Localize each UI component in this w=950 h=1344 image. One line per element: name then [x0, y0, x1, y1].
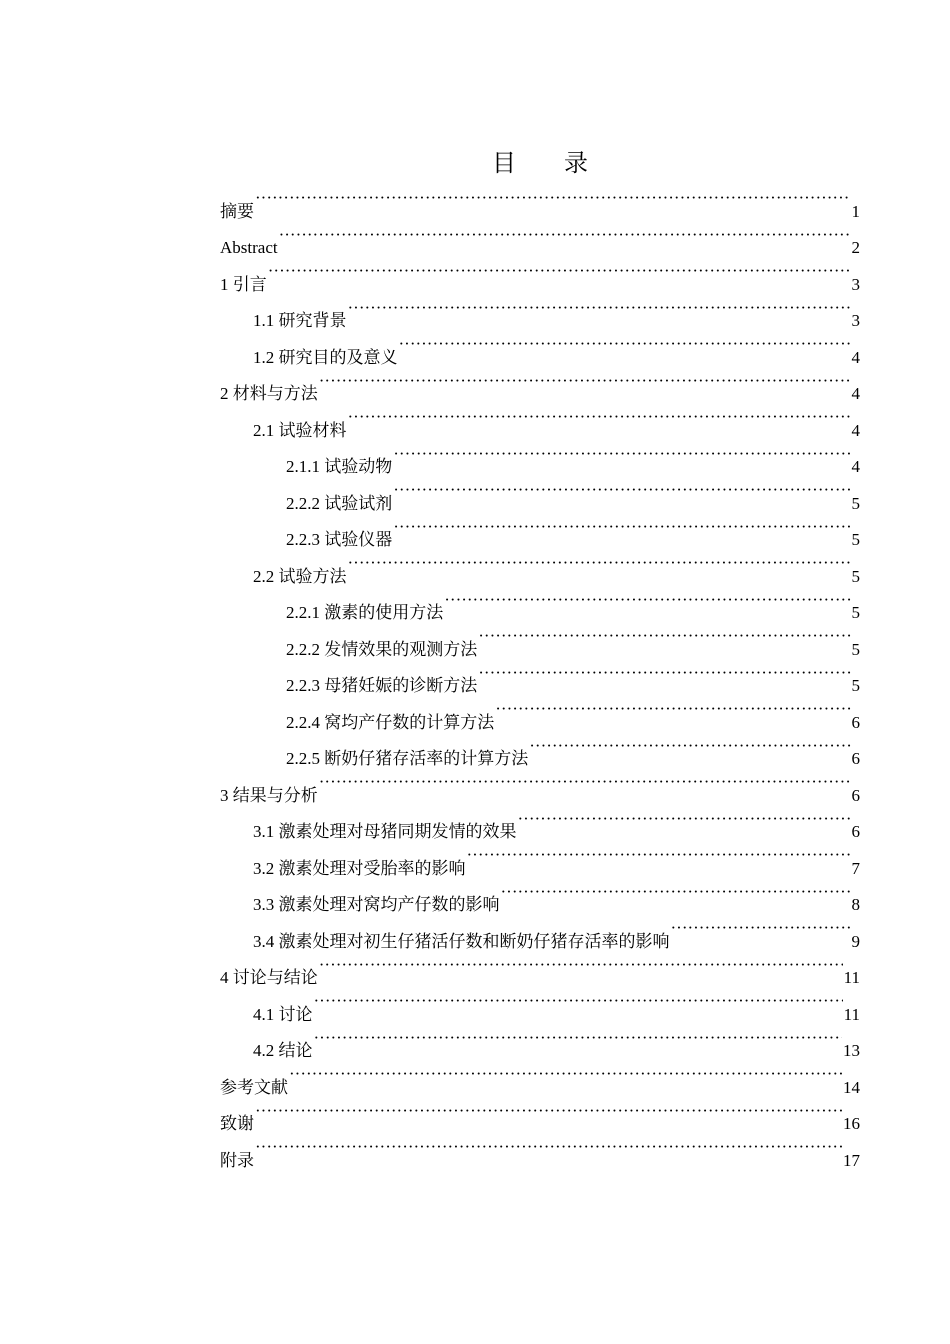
table-of-contents [220, 180, 860, 1170]
toc-entry-page-number: 11 [843, 968, 860, 987]
toc-dot-leader [348, 290, 851, 327]
toc-dot-leader [319, 363, 851, 400]
toc-entry-label: 2.2.2 发情效果的观测方法 [286, 639, 478, 659]
toc-dot-leader [319, 764, 851, 801]
toc-entry-label: Abstract [220, 238, 278, 257]
toc-entry-page-number: 11 [843, 1004, 860, 1024]
toc-entry-page-number: 9 [851, 931, 860, 951]
toc-entry-page-number: 5 [851, 493, 860, 513]
toc-entry-label: 参考文献 [220, 1077, 288, 1097]
toc-entry-label: 3.2 激素处理对受胎率的影响 [253, 858, 466, 878]
toc-entry-page-number: 4 [851, 420, 860, 440]
toc-dot-leader [348, 399, 851, 436]
toc-dot-leader [393, 436, 850, 473]
toc-entry-page-number: 5 [851, 603, 860, 622]
toc-entry-label: 2.2.3 母猪妊娠的诊断方法 [286, 676, 478, 695]
toc-entry-label: 1.2 研究目的及意义 [253, 347, 398, 367]
toc-entry-page-number: 13 [843, 1041, 860, 1060]
toc-entry[interactable] [220, 1129, 860, 1170]
toc-entry-page-number: 16 [843, 1114, 860, 1133]
toc-entry-label: 4 讨论与结论 [220, 968, 318, 987]
toc-entry[interactable] [220, 1093, 860, 1133]
toc-dot-leader [529, 728, 850, 765]
toc-dot-leader [399, 326, 851, 363]
toc-entry-label: 2.2.4 窝均产仔数的计算方法 [286, 712, 495, 732]
toc-entry-label: 致谢 [220, 1114, 254, 1133]
toc-entry-page-number: 4 [851, 347, 860, 367]
toc-entry[interactable] [220, 253, 860, 294]
toc-entry-page-number: 3 [851, 311, 860, 330]
toc-entry-page-number: 2 [851, 238, 860, 257]
toc-dot-leader [348, 545, 851, 582]
toc-entry-page-number: 6 [851, 822, 860, 841]
toc-entry-label: 4.1 讨论 [253, 1004, 313, 1024]
toc-dot-leader [501, 874, 851, 911]
toc-entry-label: 3 结果与分析 [220, 785, 318, 805]
toc-entry-page-number: 4 [851, 384, 860, 403]
toc-entry[interactable] [220, 290, 860, 330]
toc-dot-leader [393, 472, 850, 509]
toc-dot-leader [314, 983, 843, 1020]
toc-entry-label: 2.2.1 激素的使用方法 [286, 603, 444, 622]
toc-dot-leader [255, 180, 851, 217]
toc-entry[interactable] [220, 1056, 860, 1097]
toc-entry-label: 2.2.3 试验仪器 [286, 530, 393, 549]
toc-entry-page-number: 5 [851, 676, 860, 695]
toc-entry-page-number: 8 [851, 895, 860, 914]
toc-entry-page-number: 5 [851, 566, 860, 586]
toc-dot-leader [518, 801, 851, 838]
toc-entry[interactable] [220, 983, 860, 1024]
toc-entry-label: 2.1 试验材料 [253, 420, 347, 440]
toc-entry-page-number: 4 [851, 457, 860, 476]
toc-entry-label: 2.2 试验方法 [253, 566, 347, 586]
toc-dot-leader [495, 691, 850, 728]
toc-entry-page-number: 5 [851, 639, 860, 659]
toc-entry-page-number: 14 [843, 1077, 860, 1097]
toc-entry-label: 2.1.1 试验动物 [286, 457, 393, 476]
toc-dot-leader [255, 1129, 842, 1166]
toc-dot-leader [319, 947, 843, 984]
toc-entry-page-number: 6 [851, 712, 860, 732]
toc-dot-leader [289, 1056, 842, 1093]
toc-entry-label: 附录 [220, 1150, 254, 1170]
toc-dot-leader [467, 837, 851, 874]
toc-entry-label: 1.1 研究背景 [253, 311, 347, 330]
toc-dot-leader [279, 217, 851, 254]
toc-entry-label: 3.1 激素处理对母猪同期发情的效果 [253, 822, 517, 841]
toc-entry[interactable] [220, 1020, 860, 1060]
toc-entry-label: 4.2 结论 [253, 1041, 313, 1060]
toc-dot-leader [268, 253, 851, 290]
toc-entry-page-number: 6 [851, 785, 860, 805]
toc-entry[interactable] [220, 217, 860, 257]
page-title: 目录 [492, 149, 636, 177]
toc-entry-label: 2 材料与方法 [220, 384, 318, 403]
toc-entry-label: 2.2.5 断奶仔猪存活率的计算方法 [286, 749, 529, 768]
toc-dot-leader [255, 1093, 842, 1130]
toc-entry-label: 3.3 激素处理对窝均产仔数的影响 [253, 895, 500, 914]
toc-entry[interactable] [220, 180, 860, 221]
toc-entry-page-number: 1 [851, 201, 860, 221]
toc-entry-page-number: 6 [851, 749, 860, 768]
toc-dot-leader [671, 910, 851, 947]
toc-dot-leader [444, 582, 850, 619]
toc-entry-label: 摘要 [220, 201, 254, 221]
toc-entry-page-number: 7 [851, 858, 860, 878]
toc-entry-page-number: 5 [851, 530, 860, 549]
toc-dot-leader [393, 509, 850, 546]
toc-dot-leader [314, 1020, 843, 1057]
toc-entry-label: 2.2.2 试验试剂 [286, 493, 393, 513]
toc-entry-label: 3.4 激素处理对初生仔猪活仔数和断奶仔猪存活率的影响 [253, 931, 670, 951]
toc-dot-leader [478, 618, 850, 655]
toc-entry-label: 1 引言 [220, 274, 267, 294]
toc-entry-page-number: 3 [851, 274, 860, 294]
toc-entry-page-number: 17 [843, 1150, 860, 1170]
toc-dot-leader [478, 655, 850, 692]
